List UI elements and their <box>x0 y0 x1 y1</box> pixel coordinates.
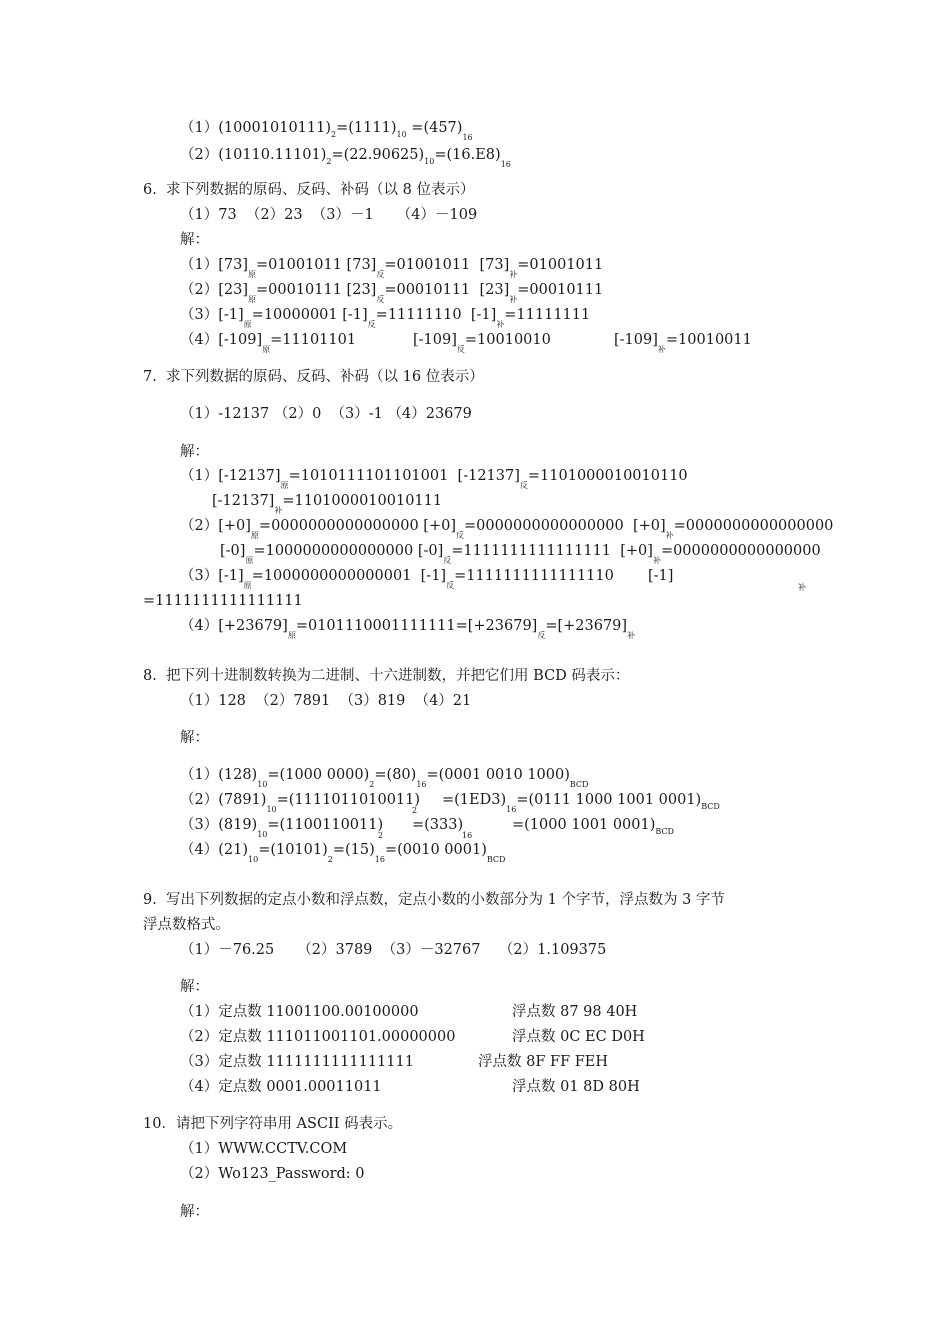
q7-result-1a: $(1)[-12137]_原=1010111101101001$ $[-12137]_反=1101000010010110$ <box>180 468 688 490</box>
q10-solution-label: 解： <box>180 1204 209 1220</box>
q9-solution-label: 解： <box>180 979 209 995</box>
q8-result-3c: =(1000 1001 $0001)_{BCD}$ <box>512 817 674 836</box>
q6-title: 6. 求下列数据的原码、反码、补码（以 8 位表示） <box>143 182 475 198</box>
q8-result-3b: =(333) <box>412 817 464 833</box>
q9-float-3: 浮点数 8F FF FEH <box>478 1054 609 1070</box>
q8-result-3a: $(3)(819)_{10}=(1100110011)$ <box>180 817 384 839</box>
q8-items: （1）128 （2）7891 （3）819 （4）21 <box>180 693 472 709</box>
q6-result-1: $(1)[73]_原=01001011$ $[73]_反=01001011$ $[73]_补=01001011$ <box>180 257 604 279</box>
q9-title-line-1: 9. 写出下列数据的定点小数和浮点数，定点小数的小数部分为 1 个字节，浮点数为 3 字节 <box>143 892 725 908</box>
q7-items: （1）-12137 （2）0 （3）-1 （4）23679 <box>180 406 472 422</box>
q9-items: （1）－76.25 （2）3789 （3）－32767 （2）1.109375 <box>180 942 607 958</box>
q9-float-2: 浮点数 0C EC D0H <box>512 1029 645 1045</box>
q10-item-2: （2）Wo123_Password: 0 <box>180 1166 365 1182</box>
q7-result-3a-tail: [-1] <box>648 568 674 584</box>
q9-fixed-1: （1）定点数 11001100.00100000 <box>180 1004 419 1020</box>
q9-float-1: 浮点数 87 98 40H <box>512 1004 638 1020</box>
q9-fixed-4: （4）定点数 0001.00011011 <box>180 1079 382 1095</box>
q7-title: 7. 求下列数据的原码、反码、补码（以 16 位表示） <box>143 369 484 385</box>
q6-items: （1）73 （2）23 （3）－1 （4）－109 <box>180 207 478 223</box>
q8-result-2-sub2: 2 <box>412 806 418 815</box>
q9-float-4: 浮点数 01 8D 80H <box>512 1079 640 1095</box>
q9-title-line-2: 浮点数格式。 <box>143 917 230 933</box>
q8-result-3-sub2: 2 <box>378 831 384 840</box>
q8-result-4: $(4)(21)_{10}=(10101)_2=(15)_{16}=(0010$ $0001)_{BCD}$ <box>180 842 506 864</box>
q7-result-2b: $[-0]_原=1000000000000000$ $[-0]_反=1111111111111111$ $[+0]_补=0000000000000000$ <box>220 543 821 565</box>
q7-solution-label: 解： <box>180 444 209 460</box>
q6-solution-label: 解： <box>180 232 209 248</box>
q7-result-3a: $(3)[-1]_原=1000000000000001$ $[-1]_反=1111111111111110$ <box>180 568 614 590</box>
q8-result-1: $(1)(128)_{10}=(1000$ $0000)_2=(80)_{16}=(0001$ 0010 $1000)_{BCD}$ <box>180 767 589 789</box>
q10-title: 10．请把下列字符串用 ASCII 码表示。 <box>143 1116 403 1132</box>
q6-result-4b: $[-109]_反=10010010$ <box>413 332 551 354</box>
q7-result-3a-sub: 补 <box>798 583 806 592</box>
q6-result-2: $(2)[23]_原=00010111$ $[23]_反=00010111$ $[23]_补=00010111$ <box>180 282 604 304</box>
q6-result-3: $(3)[-1]_原=10000001$ $[-1]_反=11111110$ $[-1]_补=11111111$ <box>180 307 591 329</box>
q7-result-1b: $[-12137]_补=1101000010010111$ <box>212 493 443 515</box>
q7-result-3b: =1111111111111111 <box>143 593 303 609</box>
q8-solution-label: 解： <box>180 730 209 746</box>
q6-result-4a: $(4)[-109]_原=11101101$ <box>180 332 357 354</box>
q6-result-4c: $[-109]_补=10010011$ <box>614 332 752 354</box>
q7-result-4: $(4)[+23679]_原=0101110001111111=[+23679]_反=[+23679]_补$ <box>180 618 636 640</box>
q10-item-1: （1）WWW.CCTV.COM <box>180 1141 348 1157</box>
q7-result-2a: $(2)[+0]_原=0000000000000000$ $[+0]_反=0000000000000000$ $[+0]_补=0000000000000000$ <box>180 518 834 540</box>
q8-result-2a: $(2)(7891)_{10}=(1111011010011)$ <box>180 792 421 814</box>
q8-title: 8. 把下列十进制数转换为二进制、十六进制数，并把它们用 BCD 码表示： <box>143 668 630 684</box>
q5-answer-2: $(2)(10110.11101)_2=(22.90625)_{10}=(16.E8)_{16}$ <box>180 147 511 169</box>
q8-result-2b: $=(1ED3)_{16}=(0111$ 1000 1001 $0001)_{BCD}$ <box>442 792 720 814</box>
q8-result-3-sub3: 16 <box>462 831 473 840</box>
q9-fixed-3: （3）定点数 1111111111111111 <box>180 1054 414 1070</box>
q5-answer-1: $(1)(10001010111)_2=(1111)_{10} =(457)_{16}$ <box>180 120 473 142</box>
q9-fixed-2: （2）定点数 111011001101.00000000 <box>180 1029 456 1045</box>
